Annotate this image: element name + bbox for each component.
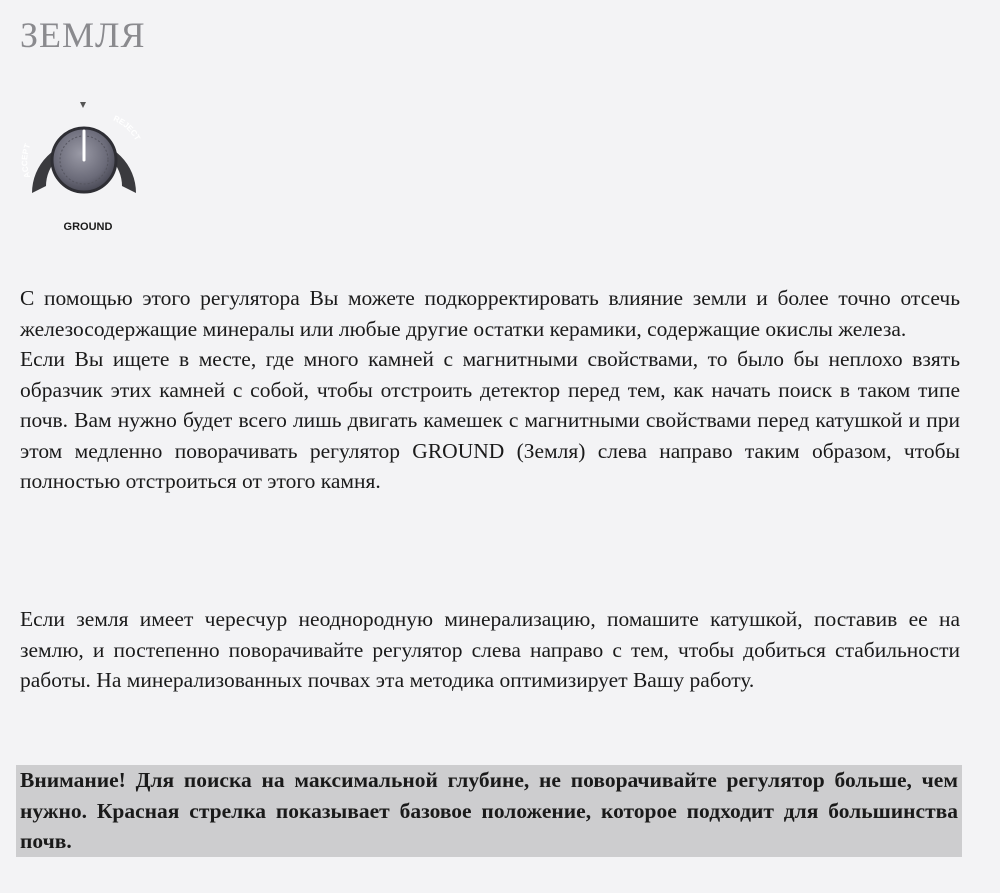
- paragraph-3: Если земля имеет чересчур неоднородную минерализацию, помашите катушкой, поставив ее на землю, и постепенно поворачивайте регулятор слева направо с тем, чтобы добиться стабильности работы. На минерализованных почвах эта методика оптимизирует Вашу работу.: [20, 607, 960, 692]
- ground-knob[interactable]: [18, 98, 158, 238]
- page-title: ЗЕМЛЯ: [20, 15, 146, 55]
- warning-note: Внимание! Для поиска на максимальной глубине, не поворачивайте регулятор больше, чем нужно. Красная стрелка показывает базовое положение, которое подходит для большинства почв.: [16, 765, 962, 857]
- knob-label: GROUND: [63, 221, 113, 233]
- text-block-2: [20, 604, 960, 696]
- paragraph-1: С помощью этого регулятора Вы можете подкорректировать влияние земли и более точно отсечь железосодержащие минералы или любые другие остатки керамики, содержащие окислы железа.: [20, 286, 960, 341]
- text-block-1: [20, 283, 960, 497]
- ground-knob-icon: [18, 98, 158, 223]
- pointer-mark: [80, 102, 86, 108]
- reject-label: REJECT: [112, 113, 142, 142]
- paragraph-2: Если Вы ищете в месте, где много камней с магнитными свойствами, то было бы неплохо взять образчик этих камней с собой, чтобы отстроить детектор перед тем, как начать поиск в таком типе почв. Вам нужно будет всего лишь двигать камешек с магнитными свойствами перед катушкой и при этом медленно поворачивать регулятор GROUND (Земля) слева направо таким образом, чтобы полностью отстроиться от этого камня.: [20, 347, 960, 493]
- accept-label: ACCEPT: [20, 142, 33, 180]
